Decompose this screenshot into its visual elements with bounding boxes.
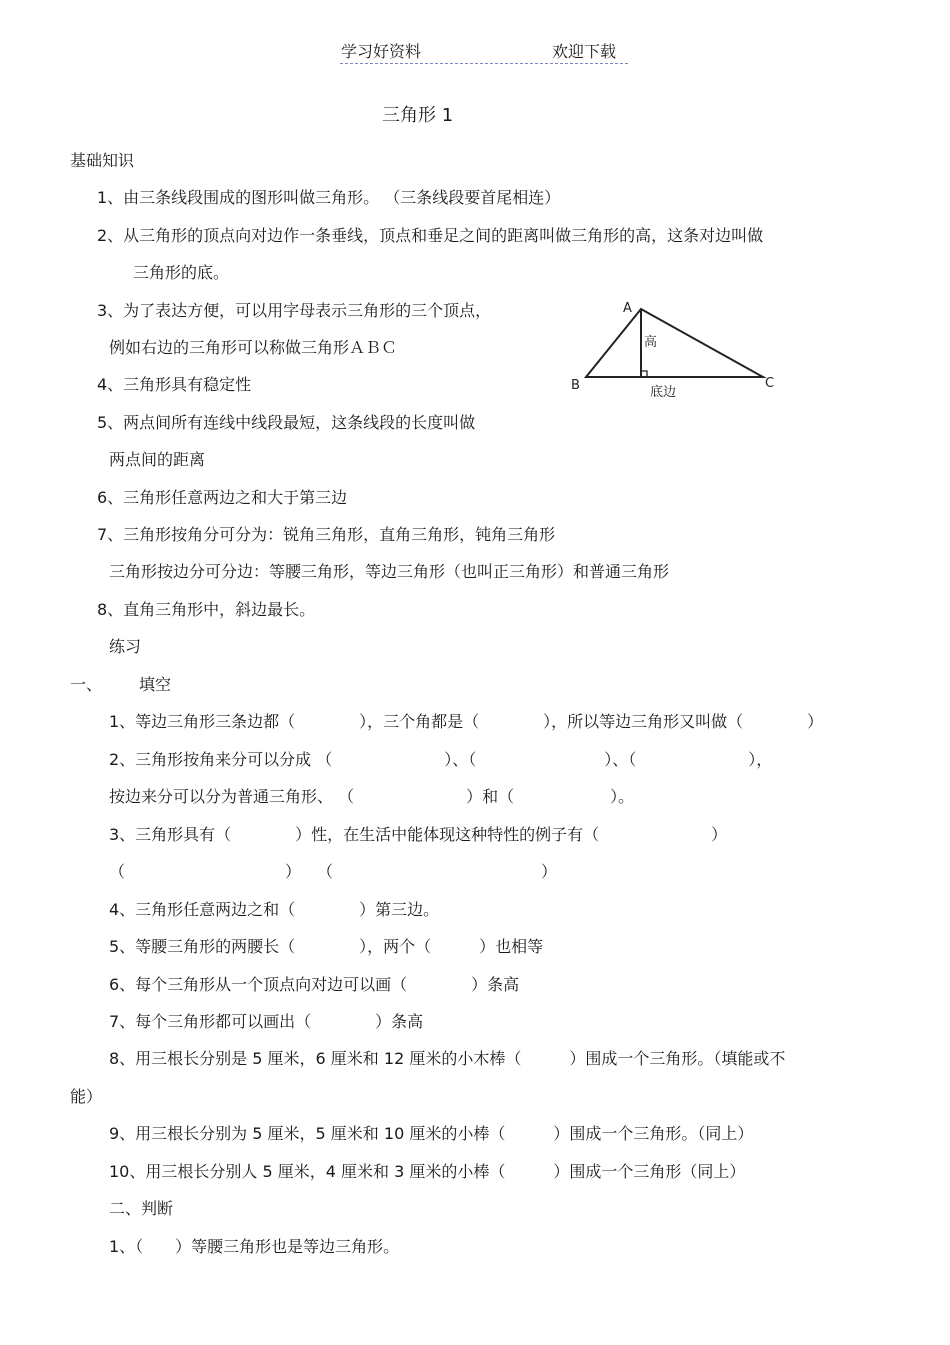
basics-line-6: 6、三角形任意两边之和大于第三边 bbox=[97, 488, 348, 507]
fill-question-5: 5、等腰三角形的两腰长（ ），两个（ ）也相等 bbox=[109, 937, 544, 956]
basics-line-2a: 2、从三角形的顶点向对边作一条垂线，顶点和垂足之间的距离叫做三角形的高，这条对边叫做 bbox=[97, 226, 764, 245]
basics-line-3a: 3、为了表达方便，可以用字母表示三角形的三个顶点， bbox=[97, 301, 492, 320]
fill-question-1: 1、等边三角形三条边都（ ），三个角都是（ ），所以等边三角形又叫做（ ） bbox=[109, 712, 824, 731]
basics-line-7b: 三角形按边分可分边：等腰三角形，等边三角形（也叫正三角形）和普通三角形 bbox=[109, 562, 670, 581]
triangle-shape bbox=[586, 309, 763, 377]
fill-question-8a: 8、用三根长分别是 5 厘米，6 厘米和 12 厘米的小木棒（ ）围成一个三角形。（填能或不 bbox=[109, 1049, 786, 1068]
vertex-a-label: A bbox=[623, 301, 632, 316]
fill-heading-number: 一、 bbox=[70, 675, 103, 694]
practice-label: 练习 bbox=[109, 637, 142, 656]
fill-question-3b: （ ） （ ） bbox=[109, 862, 558, 881]
triangle-abc-diagram bbox=[560, 292, 790, 404]
fill-question-3a: 3、三角形具有（ ）性，在生活中能体现这种特性的例子有（ ） bbox=[109, 825, 728, 844]
header-divider bbox=[340, 63, 628, 64]
base-label: 底边 bbox=[650, 385, 677, 400]
judge-question-1: 1、（ ）等腰三角形也是等边三角形。 bbox=[109, 1237, 400, 1256]
fill-heading: 填空 bbox=[139, 675, 172, 694]
header-right: 欢迎下载 bbox=[552, 42, 617, 61]
fill-question-2a: 2、三角形按角来分可以分成 （ ）、（ ）、（ ）， bbox=[109, 750, 773, 769]
vertex-c-label: C bbox=[765, 376, 775, 391]
fill-question-4: 4、三角形任意两边之和（ ）第三边。 bbox=[109, 900, 440, 919]
basics-line-1: 1、由三条线段围成的图形叫做三角形。 （三条线段要首尾相连） bbox=[97, 188, 561, 207]
judge-heading: 二、判断 bbox=[109, 1199, 174, 1218]
fill-question-9: 9、用三根长分别为 5 厘米，5 厘米和 10 厘米的小棒（ ）围成一个三角形。（同上） bbox=[109, 1124, 754, 1143]
basics-line-5b: 两点间的距离 bbox=[109, 450, 206, 469]
height-label: 高 bbox=[644, 335, 658, 350]
basics-line-2b: 三角形的底。 bbox=[133, 263, 230, 282]
fill-question-7: 7、每个三角形都可以画出（ ）条高 bbox=[109, 1012, 424, 1031]
basics-line-7a: 7、三角形按角分可分为：锐角三角形，直角三角形，钝角三角形 bbox=[97, 525, 556, 544]
basics-line-4: 4、三角形具有稳定性 bbox=[97, 375, 252, 394]
vertex-b-label: B bbox=[571, 378, 580, 393]
page-title: 三角形 1 bbox=[382, 105, 454, 126]
fill-question-8b: 能） bbox=[70, 1087, 103, 1106]
header-left: 学习好资料 bbox=[341, 42, 422, 61]
fill-question-10: 10、用三根长分别人 5 厘米，4 厘米和 3 厘米的小棒（ ）围成一个三角形（同上） bbox=[109, 1162, 746, 1181]
basics-heading: 基础知识 bbox=[70, 151, 135, 170]
basics-line-5a: 5、两点间所有连线中线段最短，这条线段的长度叫做 bbox=[97, 413, 476, 432]
basics-line-8: 8、直角三角形中，斜边最长。 bbox=[97, 600, 316, 619]
basics-line-3b: 例如右边的三角形可以称做三角形ＡＢＣ bbox=[109, 338, 398, 357]
fill-question-6: 6、每个三角形从一个顶点向对边可以画（ ）条高 bbox=[109, 975, 520, 994]
fill-question-2b: 按边来分可以分为普通三角形、 （ ）和（ ）。 bbox=[109, 787, 635, 806]
